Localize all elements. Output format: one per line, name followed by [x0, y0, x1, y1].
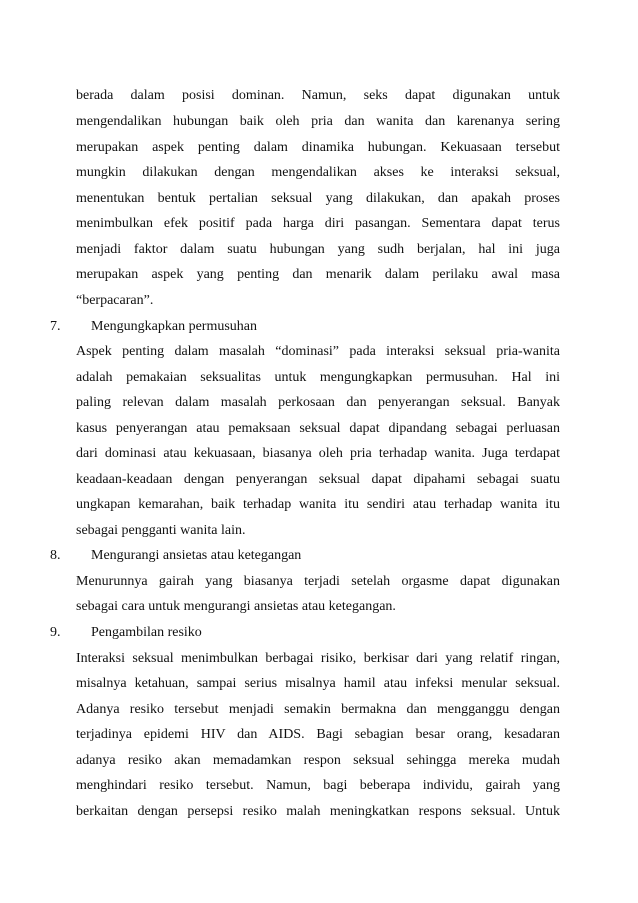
section-line: berkaitan dengan persepsi resiko malah meningkatkan respons seksual. Untuk — [76, 804, 560, 819]
section-line: adanya resiko akan memadamkan respon seksual sehingga mereka mudah — [76, 753, 560, 768]
section-line: Adanya resiko tersebut menjadi semakin bermakna dan mengganggu dengan — [76, 702, 560, 717]
section-line: dari dominasi atau kekuasaan, biasanya oleh pria terhadap wanita. Juga terdapat — [76, 446, 560, 461]
section-title: Mengurangi ansietas atau ketegangan — [91, 548, 302, 563]
section-number: 9. — [50, 625, 61, 640]
section-line: paling relevan dalam masalah perkosaan dan penyerangan seksual. Banyak — [76, 395, 560, 410]
intro-line: “berpacaran”. — [76, 293, 154, 308]
section-line: terjadinya epidemi HIV dan AIDS. Bagi sebagian besar orang, kesadaran — [76, 727, 560, 742]
section-title: Pengambilan resiko — [91, 625, 202, 640]
intro-line: menimbulkan efek positif pada harga diri pasangan. Sementara dapat terus — [76, 216, 560, 231]
section-line: kasus penyerangan atau pemaksaan seksual dapat dipandang sebagai perluasan — [76, 421, 560, 436]
section-line: menghindari resiko tersebut. Namun, bagi beberapa individu, gairah yang — [76, 778, 560, 793]
section-title: Mengungkapkan permusuhan — [91, 319, 258, 334]
intro-line: berada dalam posisi dominan. Namun, seks dapat digunakan untuk — [76, 88, 560, 103]
section-line: adalah pemakaian seksualitas untuk mengungkapkan permusuhan. Hal ini — [76, 370, 560, 385]
section-line: sebagai cara untuk mengurangi ansietas atau ketegangan. — [76, 599, 396, 614]
section-line: Interaksi seksual menimbulkan berbagai risiko, berkisar dari yang relatif ringan, — [76, 651, 560, 666]
section-line: sebagai pengganti wanita lain. — [76, 523, 246, 538]
section-number: 7. — [50, 319, 61, 334]
intro-line: menentukan bentuk pertalian seksual yang dilakukan, dan apakah proses — [76, 191, 560, 206]
section-line: misalnya ketahuan, sampai serius misalnya hamil atau infeksi menular seksual. — [76, 676, 560, 691]
intro-line: menjadi faktor dalam suatu hubungan yang sudh berjalan, hal ini juga — [76, 242, 560, 257]
section-line: keadaan-keadaan dengan penyerangan seksual dapat dipahami sebagai suatu — [76, 472, 560, 487]
section-line: Menurunnya gairah yang biasanya terjadi setelah orgasme dapat digunakan — [76, 574, 560, 589]
intro-line: mungkin dilakukan dengan mengendalikan akses ke interaksi seksual, — [76, 165, 560, 180]
intro-line: merupakan aspek penting dalam dinamika hubungan. Kekuasaan tersebut — [76, 140, 560, 155]
section-line: Aspek penting dalam masalah “dominasi” pada interaksi seksual pria-wanita — [76, 344, 560, 359]
intro-line: merupakan aspek yang penting dan menarik dalam perilaku awal masa — [76, 267, 560, 282]
intro-line: mengendalikan hubungan baik oleh pria dan wanita dan karenanya sering — [76, 114, 560, 129]
section-number: 8. — [50, 548, 61, 563]
section-line: ungkapan kemarahan, baik terhadap wanita itu sendiri atau terhadap wanita itu — [76, 497, 560, 512]
